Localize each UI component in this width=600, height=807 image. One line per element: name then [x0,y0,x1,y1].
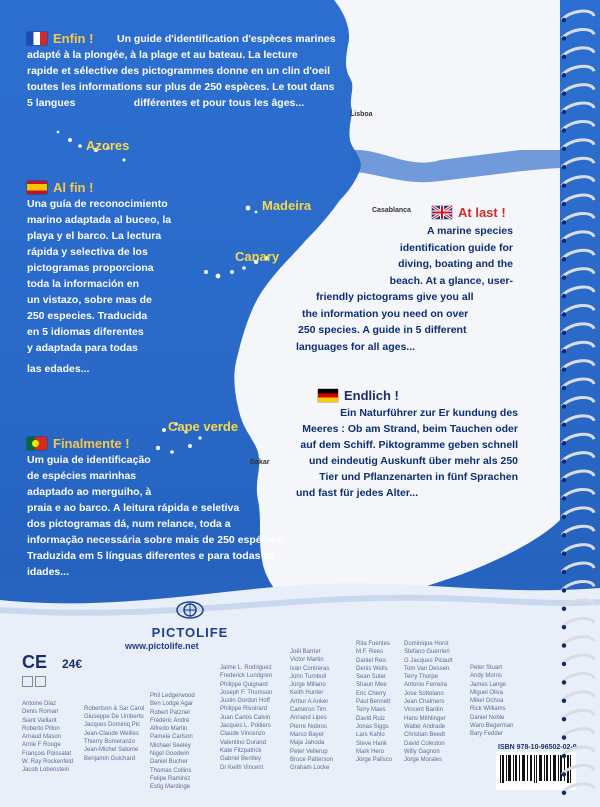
credits-col-8: Peter Stuart Andy Morris James Lange Miguel Oliva Mikel Ochoa Rick Williams Daniel Noble Waro Begerman Bary Fedder [470,665,514,738]
spiral-ring [562,158,594,167]
spiral-ring [562,453,594,462]
spiral-ring [562,48,594,57]
spiral-ring [562,379,594,388]
place-label-canary: Canary [235,249,280,264]
city-label-casablanca: Casablanca [372,207,411,214]
credits-col-7: Dominique Horst Stefano Guerrieri G Jacques Picault Tom Van Dessen Terry Thorpe Antonio Ferreira Jose Sottolano Jean Chalmers Vincent Bardin Hans Mithlinger Walter Andrade Christian Beedt David Coleston Willy Gagnon Jorge Morales [404,641,453,764]
spiral-ring [562,545,594,554]
spiral-ring [562,434,594,443]
warning-icon [22,676,33,687]
spiral-ring [562,581,594,590]
spiral-ring [562,600,594,609]
spiral-ring [562,85,594,94]
pt-line-4: praia e ao barco. A leitura rápida e seletiva [27,502,240,514]
spiral-ring [562,361,594,370]
binding-hole [562,36,566,40]
heading-english-text: At last ! [458,205,506,220]
binding-hole [562,680,566,684]
uk-flag-icon [432,206,452,219]
spiral-ring [562,637,594,646]
fr-line-5: 5 langues différentes et pour tous les âges... [27,97,305,109]
city-label-lisboa: Lisboa [350,111,373,118]
binding-hole [562,588,566,592]
spiral-ring [562,710,594,719]
spiral-ring [562,232,594,241]
en-line-5: friendly pictograms give you all [316,291,474,303]
binding-hole [562,331,566,335]
price: 24€ [62,657,83,671]
heading-portuguese-text: Finalmente ! [53,436,130,451]
binding-hole [562,349,566,353]
spiral-ring [562,563,594,572]
heading-german-text: Endlich ! [344,388,399,403]
spiral-ring [562,655,594,664]
spiral-ring [562,342,594,351]
spiral-ring [562,471,594,480]
binding-hole [562,128,566,132]
spiral-ring [562,508,594,517]
pt-line-7: Traduzida em 5 línguas diferentes e para todas as [27,550,276,562]
binding-hole [562,183,566,187]
binding-hole [562,110,566,114]
binding-hole [562,772,566,776]
spiral-ring [562,618,594,627]
es-line-3: playa y el barco. La lectura [27,230,162,242]
en-line-4: beach. At a glance, user- [389,274,513,287]
binding-hole [562,478,566,482]
binding-hole [562,73,566,77]
heading-german [318,388,399,403]
place-label-azores: Azores [86,138,130,153]
fr-line-2: adapté à la plongée, à la plage et au bateau. La lecture [27,49,298,61]
heading-portuguese [27,436,130,451]
es-line-7: un vistazo, sobre mas de [27,294,152,306]
en-line-3: diving, boating and the [398,258,513,270]
spiral-ring [562,121,594,130]
age-warning-icons [22,676,46,687]
pictolife-logo [150,600,230,640]
spiral-ring [562,397,594,406]
brand-url: www.pictolife.net [125,641,199,651]
de-line-6: und fast für jedes Alter... [296,487,419,499]
es-line-4: rápida y selectiva de los [27,246,148,258]
de-line-4: und eindeutig Auskunft über mehr als 250 [308,455,518,467]
credits-col-6: Rita Fuentes M.F. Rees Daniel Reo Denis Wells Sean Suter Shaun Mee Eric Cherry Paul Bennett Terry Maes David Ruiz Jonas Siggs Lars Kahlo Steve Hank Mark Hero Jorge Palisco [356,641,393,764]
en-line-1: A marine species [427,225,513,237]
spiral-ring [562,765,594,774]
binding-hole [562,643,566,647]
de-line-2: Meeres : Ob am Strand, beim Tauchen oder [302,423,518,435]
binding-hole [562,551,566,555]
spiral-ring [562,416,594,425]
binding-hole [562,607,566,611]
es-line-5: pictogramas proporciona [27,262,154,274]
binding-hole [562,423,566,427]
spiral-ring [562,784,594,793]
binding-hole [562,515,566,519]
en-line-2: identification guide for [399,241,513,254]
binding-hole [562,386,566,390]
heading-spanish-text: Al fin ! [53,180,94,195]
eye-globe-icon [176,600,204,620]
spiral-ring [562,269,594,278]
pt-line-8: idades... [27,566,70,578]
es-line-6: toda la información en [27,278,140,290]
spiral-ring [562,213,594,222]
binding-hole [562,91,566,95]
spiral-ring [562,305,594,314]
binding-hole [562,699,566,703]
spiral-ring [562,29,594,38]
credits-col-3: Phil Ledgerwood Ben Lodge Agar Robert Patzner Frédéric André Alfredo Martin Pamela Carlson Michael Seeley Nigel Goodwin Daniel Bucher Thomas Collins Felipe Ramirez Estig Mardinge [150,693,195,791]
spiral-ring [562,140,594,149]
germany-flag-icon [318,389,338,402]
es-line-10: y adaptada para todas [27,342,138,354]
binding-hole [562,754,566,758]
binding-hole [562,275,566,279]
binding-hole [562,717,566,721]
spiral-ring [562,729,594,738]
spiral-binding [556,2,598,802]
binding-hole [562,625,566,629]
paragraph-french [27,31,337,111]
portugal-flag-icon [27,437,47,450]
pt-line-6: informação necessária sobre mais de 250 espécies. [27,534,285,546]
paragraph-portuguese [27,452,289,580]
spiral-ring [562,673,594,682]
spiral-ring [562,66,594,75]
es-line-2: marino adaptada al buceo, la [27,214,172,226]
ce-mark: CE [22,652,48,672]
city-label-dakar: Dakar [250,459,270,466]
fr-line-4: toutes les informations sur plus de 250 espèces. Le tout dans [27,81,335,93]
heading-english [432,205,506,220]
binding-hole [562,496,566,500]
fr-line-1: Un guide d'identification d'espèces marines [117,33,336,45]
pt-line-3: adaptado ao merguiho, à [27,486,152,498]
en-line-6: the information you need on over [302,307,469,320]
es-line-9: en 5 idiomas diferentes [27,326,144,338]
pt-line-1: Um guia de identificação [27,454,151,466]
paragraph-english [296,223,521,355]
binding-hole [562,165,566,169]
spiral-ring [562,747,594,756]
spiral-ring [562,324,594,333]
en-line-8: languages for all ages... [296,340,416,353]
binding-hole [562,404,566,408]
de-line-5: Tier und Pflanzenarten in fünf Sprachen [319,471,518,483]
heading-french-text: Enfin ! [53,31,94,46]
isbn-number: ISBN 978-10-96502-02-9 [498,744,577,751]
binding-hole [562,18,566,22]
binding-hole [562,220,566,224]
binding-hole [562,662,566,666]
place-label-madeira: Madeira [262,198,312,213]
binding-hole [562,533,566,537]
credits-col-5: Joël Barrier Victor Martin Ivan Contreras John Turnbull Jorge Millano Keith Hunter Arthur A Anker Cameron Tim Annand Lipes Pierre Nobros Marco Bayer Maja Jahoda Peter Vellerup Bruce Patterson Graham Locke [290,649,334,772]
spiral-ring [562,692,594,701]
de-line-1: Ein Naturführer zur Er kundung des [340,407,518,419]
en-line-7: 250 species. A guide in 5 different [298,324,467,336]
binding-hole [562,55,566,59]
heading-spanish [27,180,93,195]
binding-hole [562,791,566,795]
spiral-ring [562,11,594,20]
credits-col-2: Robertson & Sar Carol Giuseppe De Umberto Jacques Dominiq Pic Jean-Claude Weilles Thierry Bomeranzo Jean-Michel Salome Benjamin Guichard [84,705,145,762]
spiral-ring [562,489,594,498]
spiral-ring [562,250,594,259]
binding-hole [562,735,566,739]
binding-hole [562,367,566,371]
es-line-11: las edades... [27,363,90,375]
spiral-ring [562,526,594,535]
de-line-3: auf dem Schiff. Piktogramme geben schnell [300,439,518,451]
binding-hole [562,459,566,463]
binding-hole [562,294,566,298]
spiral-ring [562,287,594,296]
credits-col-1: Antoine Diaz Denis Roman Siant Vaillant Roberto Pillon Arnaud Mason Arnie F Rouge François Poissalat W. Ray Rockenfeld Jacob Lobenstein [22,701,74,774]
binding-hole [562,441,566,445]
paragraph-spanish [27,196,187,377]
spiral-ring [562,177,594,186]
spiral-ring [562,195,594,204]
es-line-8: 250 especies. Traducida [27,310,148,322]
binding-hole [562,239,566,243]
binding-hole [562,312,566,316]
binding-hole [562,570,566,574]
place-label-cape-verde: Cape verde [168,419,239,434]
pt-line-2: de espécies marinhas [27,470,137,482]
brand-name: PICTOLIFE [151,625,229,640]
binding-hole [562,257,566,261]
spain-flag-icon [27,181,47,194]
pt-line-5: dos pictogramas dá, num relance, toda a [27,518,231,530]
age-icon [35,676,46,687]
credits-col-4: Jaime L. Rodriguez Frederick Lundgren Philippe Quignard Joseph F. Thomson Justin Gordon Hoff Philippe Rivoirard Juan Carlos Calvin Jacques L. Poitiers Claude Vincenzo Valentino Durand Kate Fitzpatrick Gabriel Bentley Dr Keith Vincent [220,665,273,771]
binding-hole [562,147,566,151]
es-line-1: Una guía de reconocimiento [27,198,168,210]
fr-line-3: rapide et sélective des pictogrammes donne en un clin d'oeil [27,65,330,77]
paragraph-german [288,405,518,501]
spiral-ring [562,103,594,112]
binding-hole [562,202,566,206]
